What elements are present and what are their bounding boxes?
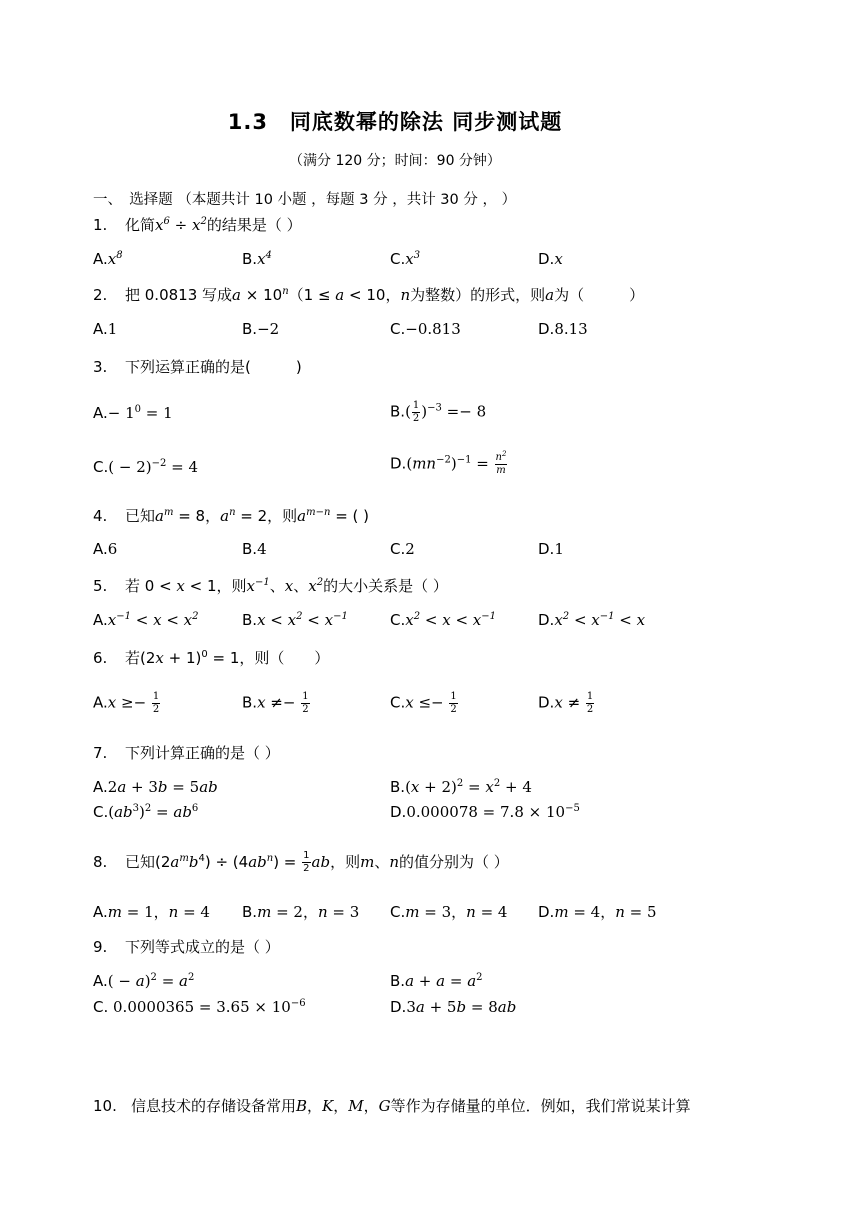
option-a: A.m = 1，n = 4 <box>93 903 210 921</box>
question-stem: 若$(2x + 1)^0 = 1$，则（ ） <box>125 649 330 667</box>
page-subtitle: （满分 120 分；时间：90 分钟） <box>289 153 501 169</box>
option-b: B.4 <box>242 540 267 558</box>
section-heading: 一、 选择题 （本题共计 10 小题 ，每题 3 分 ，共计 30 分 ， ） <box>93 192 517 208</box>
option-c: $C.x^3$ <box>390 250 421 268</box>
question-stem: 信息技术的存储设备常用B，K，M，G等作为存储量的单位．例如，我们常说某计算 <box>131 1097 691 1115</box>
option-b: B.m = 2，n = 3 <box>242 903 360 921</box>
option-a: $A.x^{-1} < x < x^2$ <box>93 611 199 629</box>
option-d: D.m = 4，n = 5 <box>538 903 657 921</box>
option-c: C. $0.0000365 = 3.65 \times 10^{-6}$ <box>93 998 306 1016</box>
question-number: 7. <box>93 744 108 762</box>
option-a: A.1 <box>93 320 118 338</box>
question-stem: 已知$a^m = 8$，$a^n = 2$，则$a^{m-n}$ = ( ) <box>125 507 370 525</box>
option-b: $B.(x + 2)^2 = x^2 + 4$ <box>390 778 532 796</box>
question-stem: 已知$(2a^mb^4) \div (4ab^n)$ = $\frac{1}{2}$ ab，则m、n的值分别为（ ） <box>125 850 509 874</box>
option-c: $C.(ab^3)^2 = ab^6$ <box>93 803 199 821</box>
option-b: B.( $\frac{1}{2}$ )$^{-3}$ =− 8 <box>390 400 487 424</box>
option-d: D.3a + 5b = 8ab <box>390 998 517 1016</box>
option-d: D.8.13 <box>538 320 588 338</box>
page-title: 1.3 同底数幂的除法 同步测试题 <box>227 110 563 134</box>
option-a: A.6 <box>93 540 118 558</box>
option-b: B.x ≠− $\frac{1}{2}$ <box>242 691 309 715</box>
option-b: $B.x^4$ <box>242 250 272 268</box>
question-9 <box>93 936 280 957</box>
option-a: A.x ≥− $\frac{1}{2}$ <box>93 691 160 715</box>
question-7 <box>93 742 280 763</box>
question-3 <box>93 356 302 377</box>
option-d: D.x <box>538 250 563 268</box>
question-stem: 下列运算正确的是( ) <box>125 358 302 376</box>
option-b: $B.a + a = a^2$ <box>390 972 483 990</box>
question-stem: 化简$x^6 \div x^2$的结果是（ ） <box>125 216 302 234</box>
option-c: C.m = 3，n = 4 <box>390 903 508 921</box>
question-stem: 下列等式成立的是（ ） <box>125 938 280 956</box>
question-10 <box>93 1095 691 1116</box>
option-c: $C.( - 2)^{-2} = 4$ <box>93 458 199 476</box>
option-d: $D.(mn^{-2})^{-1}$ = $\frac{n^2}{m}$ <box>390 450 507 476</box>
question-6 <box>93 647 329 668</box>
question-number: 4. <box>93 507 108 525</box>
question-8 <box>93 850 509 875</box>
question-number: 5. <box>93 577 108 595</box>
question-number: 1. <box>93 216 108 234</box>
question-number: 9. <box>93 938 108 956</box>
option-c: $C.x^2 < x < x^{-1}$ <box>390 611 496 629</box>
option-c: C.−0.813 <box>390 320 461 338</box>
question-5 <box>93 575 448 596</box>
question-2 <box>93 284 644 305</box>
option-b: B.−2 <box>242 320 280 338</box>
option-d: $D.x^2 < x^{-1} < x$ <box>538 611 646 629</box>
question-number: 2. <box>93 286 108 304</box>
question-number: 8. <box>93 853 108 871</box>
option-a: $A.x^8$ <box>93 250 123 268</box>
question-stem: 若 0 < x < 1，则$x^{-1}$、x、$x^2$的大小关系是（ ） <box>125 577 448 595</box>
option-d: D.x ≠ $\frac{1}{2}$ <box>538 691 594 715</box>
option-a: $A.( - a)^2 = a^2$ <box>93 972 195 990</box>
option-d: D.1 <box>538 540 564 558</box>
question-stem: 把 0.0813 写成$a \times 10^n(1 \le a < 10$，n为整数）的形式，则a为（ ） <box>125 286 645 304</box>
option-a: A.2a + 3b = 5ab <box>93 778 218 796</box>
question-4 <box>93 505 369 526</box>
question-number: 6. <box>93 649 108 667</box>
question-number: 3. <box>93 358 108 376</box>
question-stem: 下列计算正确的是（ ） <box>125 744 280 762</box>
option-c: C.2 <box>390 540 415 558</box>
question-number: 10. <box>93 1097 117 1115</box>
option-d: $D.0.000078 = 7.8 \times 10^{-5}$ <box>390 803 580 821</box>
option-b: $B.x < x^2 < x^{-1}$ <box>242 611 348 629</box>
question-1 <box>93 214 302 235</box>
option-c: C.x ≤− $\frac{1}{2}$ <box>390 691 457 715</box>
option-a: $A.- 1^0 = 1$ <box>93 404 173 422</box>
